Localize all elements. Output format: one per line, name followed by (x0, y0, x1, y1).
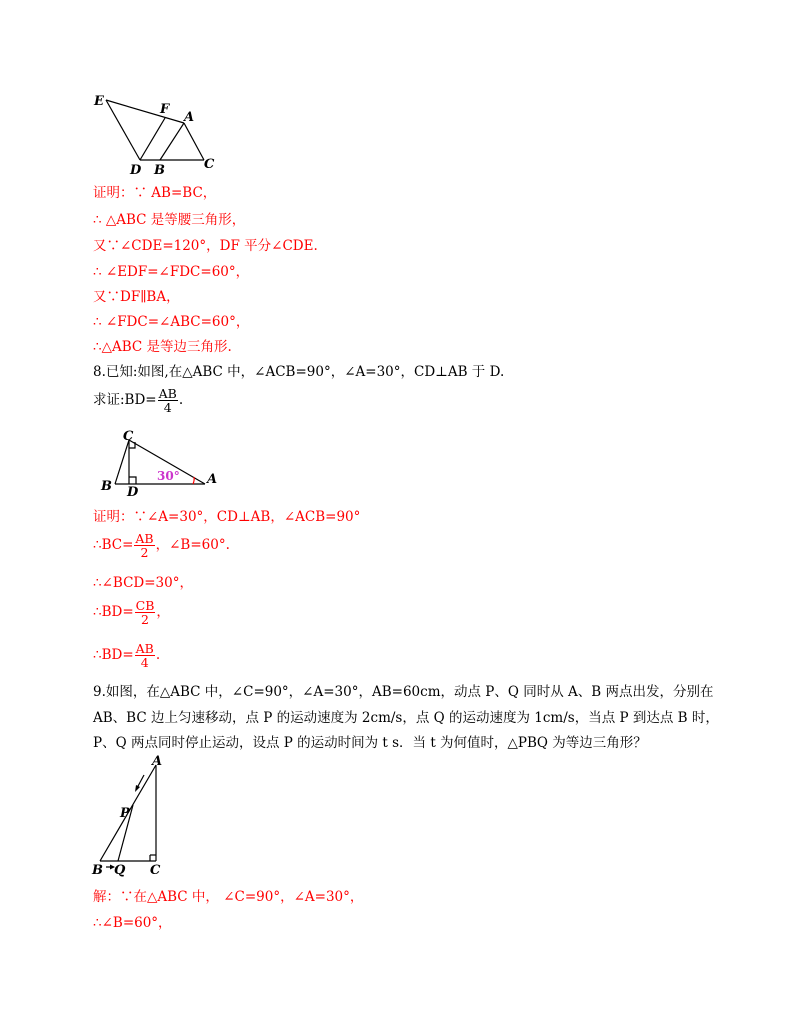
proof8-line2-fraction (134, 532, 154, 559)
label-C: C (123, 429, 134, 444)
proof8-line5-prefix: ∴BD= (93, 647, 134, 663)
label-B: B (101, 479, 112, 494)
proof8-line4-num: CB (135, 598, 155, 613)
figure-1-quadrilateral (90, 90, 230, 180)
proof8-line5-num: AB (135, 641, 154, 656)
label-A: A (184, 110, 195, 125)
solution9-line1: 解：∵在△ABC 中， ∠C=90°，∠A=30°， (93, 889, 364, 905)
q9-line2: AB、BC 边上匀速移动，点 P 的运动速度为 2cm/s，点 Q 的运动速度为 1cm/s，当点 P 到达点 B 时， (93, 710, 719, 726)
proof7-line4: ∴ ∠EDF=∠FDC=60°， (93, 264, 250, 280)
label-D: D (130, 163, 142, 178)
label-C: C (204, 157, 215, 172)
label-E: E (94, 94, 104, 109)
figure-2-right-triangle (95, 428, 225, 498)
label-C: C (150, 863, 161, 878)
proof8-line2-den: 2 (140, 545, 149, 560)
proof7-line6: ∴ ∠FDC=∠ABC=60°， (93, 314, 250, 330)
proof8-line2-num: AB (135, 531, 154, 546)
proof8-line4-suffix: ， (156, 604, 170, 620)
proof8-line1: 证明：∵∠A=30°，CD⊥AB，∠ACB=90° (93, 509, 361, 525)
proof7-line2: ∴ △ABC 是等腰三角形， (93, 212, 246, 228)
label-F: F (160, 102, 170, 117)
proof8-line5-fraction (135, 642, 155, 669)
angle-30-label: 30° (157, 469, 180, 483)
label-B: B (92, 863, 103, 878)
figure-3-moving-points (88, 755, 178, 880)
proof8-line3: ∴∠BCD=30°， (93, 575, 193, 591)
solution9-line2: ∴∠B=60°， (93, 915, 172, 931)
proof7-line1: 证明：∵ AB=BC， (93, 185, 217, 201)
proof8-line2-prefix: ∴BC= (93, 537, 134, 553)
proof8-line4 (93, 599, 170, 626)
q8-fraction-num: AB (158, 386, 177, 401)
proof8-line5-suffix: . (155, 647, 161, 663)
label-A: A (152, 754, 163, 769)
label-A: A (207, 472, 218, 487)
q8-stem: 8.已知:如图,在△ABC 中，∠ACB=90°，∠A=30°，CD⊥AB 于 D. (93, 364, 505, 380)
label-P: P (120, 806, 130, 821)
proof7-line5: 又∵DF∥BA， (93, 289, 180, 305)
proof8-line4-den: 2 (141, 612, 149, 627)
proof7-line7: ∴△ABC 是等边三角形. (93, 339, 232, 355)
q8-prove-suffix: . (178, 392, 184, 408)
proof8-line2-suffix: ，∠B=60°. (155, 537, 230, 553)
q9-line3: P、Q 两点同时停止运动，设点 P 的运动时间为 t s．当 t 为何值时，△PBQ 为等边三角形？ (93, 735, 647, 751)
proof8-line5-den: 4 (140, 655, 149, 670)
q8-prove (93, 387, 183, 414)
proof8-line4-fraction (135, 599, 156, 626)
label-Q: Q (114, 863, 126, 878)
label-B: B (154, 163, 165, 178)
proof8-line5 (93, 642, 160, 669)
q8-fraction (158, 387, 178, 414)
q9-line1: 9.如图，在△ABC 中，∠C=90°，∠A=30°，AB=60cm，动点 P、Q 同时从 A、B 两点出发，分别在 (93, 684, 714, 700)
label-D: D (127, 485, 139, 500)
q8-prove-prefix: 求证:BD= (93, 392, 157, 408)
proof8-line2 (93, 532, 230, 559)
proof8-line4-prefix: ∴BD= (93, 604, 134, 620)
q8-fraction-den: 4 (163, 400, 172, 415)
proof7-line3: 又∵∠CDE=120°，DF 平分∠CDE. (93, 238, 318, 254)
